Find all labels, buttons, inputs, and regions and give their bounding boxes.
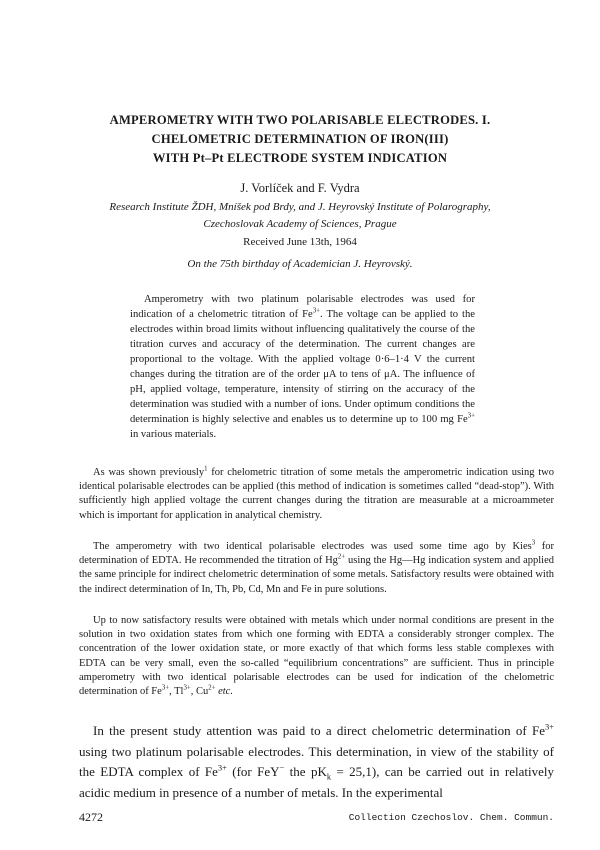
received-date: Received June 13th, 1964 <box>243 236 357 248</box>
p3-text-b: , Tl <box>169 686 184 698</box>
p1-text-a: As was shown previously <box>93 467 205 478</box>
p3-text-d: etc. <box>215 686 233 698</box>
authors: J. Vorlíček and F. Vydra <box>240 181 360 195</box>
abstract-sup-1: 3+ <box>312 307 321 315</box>
p4-sup-2: 3+ <box>217 762 227 773</box>
affiliation-line-2: Czechoslovak Academy of Sciences, Prague <box>203 218 397 230</box>
p1-text-b: for chelometric titration of some metals the amperometric indication using two identical polarisable electrodes can be applied (this method of indication is sometimes called “dead-stop”). With sufficiently high applied voltage the current changes during the titration are measurable at a microammeter which is important for application in analytical chemistry. <box>79 467 554 521</box>
p4-text-e: = 25,1), can be carried out in relatively acidic medium in presence of a number of metals. In the experimental <box>79 764 554 800</box>
paragraph-1 <box>79 466 554 523</box>
p3-text-a: Up to now satisfactory results were obtained with metals which under normal conditions are present in the solution in two oxidation states from which one forming with EDTA a considerably stronger complex. The concentration of the lower oxidation state, or more exactly of that which forms less stable complexes with EDTA can be very small, even the so-called “equilibrium concentrations” are sufficient. Thus in principle amperometry with two identical polarisable electrodes can be used for indication of the chelometric determination of Fe <box>79 615 554 698</box>
p4-sup-1: 3+ <box>545 721 554 732</box>
p4-text-a: In the present study attention was paid to a direct chelometric determination of Fe <box>93 723 546 738</box>
p4-text-c: (for FeY <box>226 764 280 779</box>
p3-sup-2: 3+ <box>183 684 191 692</box>
dedication: On the 75th birthday of Academician J. Heyrovský. <box>187 258 413 270</box>
p2-ref: 3 <box>531 539 536 547</box>
paragraph-4 <box>79 708 554 816</box>
p2-text-c: using the Hg—Hg indication system and applied the same principle for indirect chelometric determination of some metals. Satisfactory results were obtained with the indirect determination of In, Th, Pb, Cd, Mn and Fe in pure solutions. <box>79 555 554 595</box>
title-line-3: WITH Pt–Pt ELECTRODE SYSTEM INDICATION <box>152 151 448 165</box>
p2-text-a: The amperometry with two identical polarisable electrodes was used some time ago by Kies <box>93 541 532 552</box>
abstract-text-2: . The voltage can be applied to the electrodes within broad limits without influencing qualitatively the course of the titration curves and accuracy of the determination. The current changes are proportional to the voltage. With the applied voltage 0·6–1·4 V the current changes during the titration are of the order μA to tens of μA. The influence of pH, applied voltage, temperature, intensity of stirring on the accuracy of the determination was studied with a number of ions. Under optimum conditions the determination is highly selective and enables us to determine up to 100 mg Fe <box>130 309 475 425</box>
p2-sup: 2+ <box>337 553 346 561</box>
title-line-1: AMPEROMETRY WITH TWO POLARISABLE ELECTRODES. I. <box>109 113 491 127</box>
abstract-text-3: in various materials. <box>130 429 217 440</box>
p3-sup-1: 3+ <box>161 684 170 692</box>
paragraph-3 <box>79 614 554 699</box>
abstract <box>130 292 475 442</box>
abstract-sup-2: 3+ <box>467 412 475 420</box>
title-line-2: CHELOMETRIC DETERMINATION OF IRON(III) <box>151 132 449 146</box>
p4-text-d: the pK <box>284 764 327 779</box>
journal-name: Collection Czechoslov. Chem. Commun. <box>348 812 554 823</box>
p4-sub: k <box>326 771 332 782</box>
page-number: 4272 <box>79 810 103 824</box>
p4-sup-3: − <box>279 762 285 773</box>
p3-sup-3: 2+ <box>208 684 216 692</box>
p1-ref: 1 <box>204 465 208 473</box>
p2-text-b: for determination of EDTA. He recommended the titration of Hg <box>79 541 554 567</box>
p4-text-b: using two platinum polarisable electrodes. This determination, in view of the stability of the EDTA complex of Fe <box>79 743 554 779</box>
p3-text-c: , Cu <box>190 686 209 698</box>
affiliation-line-1: Research Institute ŽDH, Mníšek pod Brdy, and J. Heyrovský Institute of Polarography, <box>109 201 491 213</box>
abstract-text-1: Amperometry with two platinum polarisable electrodes was used for indication of a chelometric titration of Fe <box>130 294 475 320</box>
paragraph-2 <box>79 540 554 597</box>
